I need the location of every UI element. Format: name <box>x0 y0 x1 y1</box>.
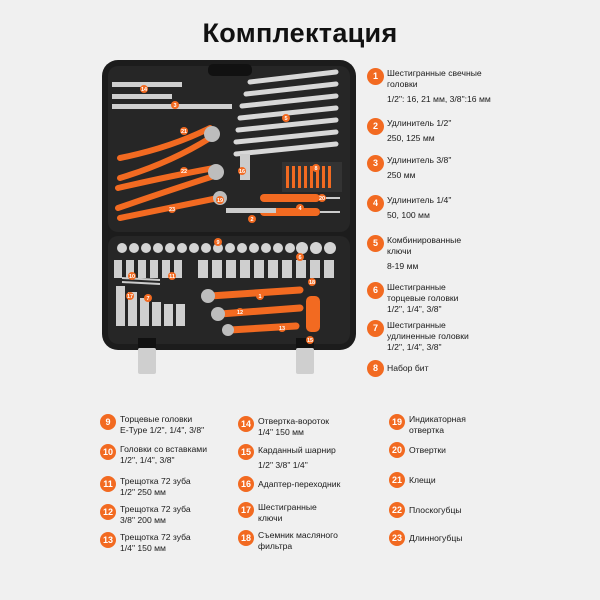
item-text: Удлинитель 1/4" <box>387 195 452 205</box>
item-text: Адаптер-переходник <box>258 479 341 489</box>
item-text: 1/2" 250 мм <box>120 487 166 497</box>
item-text: отвертка <box>409 425 445 435</box>
case-label-2: 2 <box>250 217 254 223</box>
number-badge: 14 <box>238 416 254 432</box>
item-text: Длинногубцы <box>409 533 463 543</box>
item-text: Комбинированные <box>387 235 462 245</box>
number-badge: 12 <box>100 504 116 520</box>
item-subtext: 250, 125 мм <box>387 133 435 143</box>
case-label-8: 8 <box>314 166 318 172</box>
number-badge: 18 <box>238 530 254 546</box>
number-badge: 2 <box>367 118 384 135</box>
case-label-16: 16 <box>238 169 246 175</box>
case-label-1: 1 <box>258 294 262 300</box>
item-text: Плоскогубцы <box>409 505 462 515</box>
item-text: Шестигранные <box>387 320 446 330</box>
item-text: Карданный шарнир <box>258 445 336 455</box>
case-label-5: 5 <box>284 116 288 122</box>
item-text: ключи <box>387 246 412 256</box>
item-text: торцевые головки <box>387 293 459 303</box>
item-text: 1/2", 1/4", 3/8" <box>120 455 175 465</box>
item-text: Торцевые головки <box>120 414 193 424</box>
item-text: Клещи <box>409 475 436 485</box>
number-badge: 7 <box>367 320 384 337</box>
case-label-13: 13 <box>278 326 286 332</box>
case-label-4: 4 <box>298 206 302 212</box>
item-text: Головки со вставками <box>120 444 208 454</box>
item-text: Отвертки <box>409 445 446 455</box>
tool-case-image <box>100 58 358 374</box>
item-subtext: 1/2" 3/8" 1/4" <box>258 460 308 470</box>
number-badge: 19 <box>389 414 405 430</box>
case-label-18: 18 <box>308 280 316 286</box>
item-text: Набор бит <box>387 363 429 373</box>
item-text: ключи <box>258 513 283 523</box>
item-text: Удлинитель 1/2" <box>387 118 452 128</box>
number-badge: 6 <box>367 282 384 299</box>
case-label-7: 7 <box>146 296 150 302</box>
case-label-20: 20 <box>318 196 326 202</box>
case-label-14: 14 <box>140 87 148 93</box>
case-label-23: 23 <box>168 207 176 213</box>
item-text: Трещотка 72 зуба <box>120 532 191 542</box>
item-text: фильтра <box>258 541 293 551</box>
item-text: 1/4" 150 мм <box>258 427 304 437</box>
item-text: Съемник масляного <box>258 530 338 540</box>
number-badge: 11 <box>100 476 116 492</box>
number-badge: 20 <box>389 442 405 458</box>
page-title: Комплектация <box>202 18 398 48</box>
case-label-15: 15 <box>306 338 314 344</box>
item-text: Отвертка-вороток <box>258 416 329 426</box>
item-text: удлиненные головки <box>387 331 469 341</box>
item-subtext: 1/2": 16, 21 мм, 3/8":16 мм <box>387 94 491 104</box>
item-text: Удлинитель 3/8" <box>387 155 452 165</box>
item-subtext: 8-19 мм <box>387 261 419 271</box>
item-text: Трещотка 72 зуба <box>120 476 191 486</box>
item-text: Шестигранные <box>258 502 317 512</box>
case-label-22: 22 <box>180 169 188 175</box>
number-badge: 1 <box>367 68 384 85</box>
number-badge: 8 <box>367 360 384 377</box>
number-badge: 13 <box>100 532 116 548</box>
item-text: Шестигранные свечные <box>387 68 482 78</box>
item-text: 1/4" 150 мм <box>120 543 166 553</box>
number-badge: 3 <box>367 155 384 172</box>
number-badge: 16 <box>238 476 254 492</box>
number-badge: 21 <box>389 472 405 488</box>
item-text: головки <box>387 79 418 89</box>
case-label-3: 3 <box>173 103 177 109</box>
case-label-12: 12 <box>236 310 244 316</box>
case-label-17: 17 <box>126 294 134 300</box>
item-text: 3/8" 200 мм <box>120 515 166 525</box>
number-badge: 22 <box>389 502 405 518</box>
number-badge: 15 <box>238 444 254 460</box>
number-badge: 5 <box>367 235 384 252</box>
case-label-21: 21 <box>180 129 188 135</box>
item-subtext: 250 мм <box>387 170 416 180</box>
number-badge: 10 <box>100 444 116 460</box>
case-label-10: 10 <box>128 274 136 280</box>
item-text: 1/2", 1/4", 3/8" <box>387 304 442 314</box>
case-label-9: 9 <box>216 240 220 246</box>
item-subtext: 50, 100 мм <box>387 210 430 220</box>
item-text: 1/2", 1/4", 3/8" <box>387 342 442 352</box>
case-label-19: 19 <box>216 198 224 204</box>
number-badge: 4 <box>367 195 384 212</box>
item-text: Индикаторная <box>409 414 466 424</box>
case-label-6: 6 <box>298 255 302 261</box>
item-text: Трещотка 72 зуба <box>120 504 191 514</box>
number-badge: 23 <box>389 530 405 546</box>
number-badge: 17 <box>238 502 254 518</box>
item-text: E-Type 1/2", 1/4", 3/8" <box>120 425 205 435</box>
number-badge: 9 <box>100 414 116 430</box>
item-text: Шестигранные <box>387 282 446 292</box>
case-label-11: 11 <box>169 274 175 280</box>
